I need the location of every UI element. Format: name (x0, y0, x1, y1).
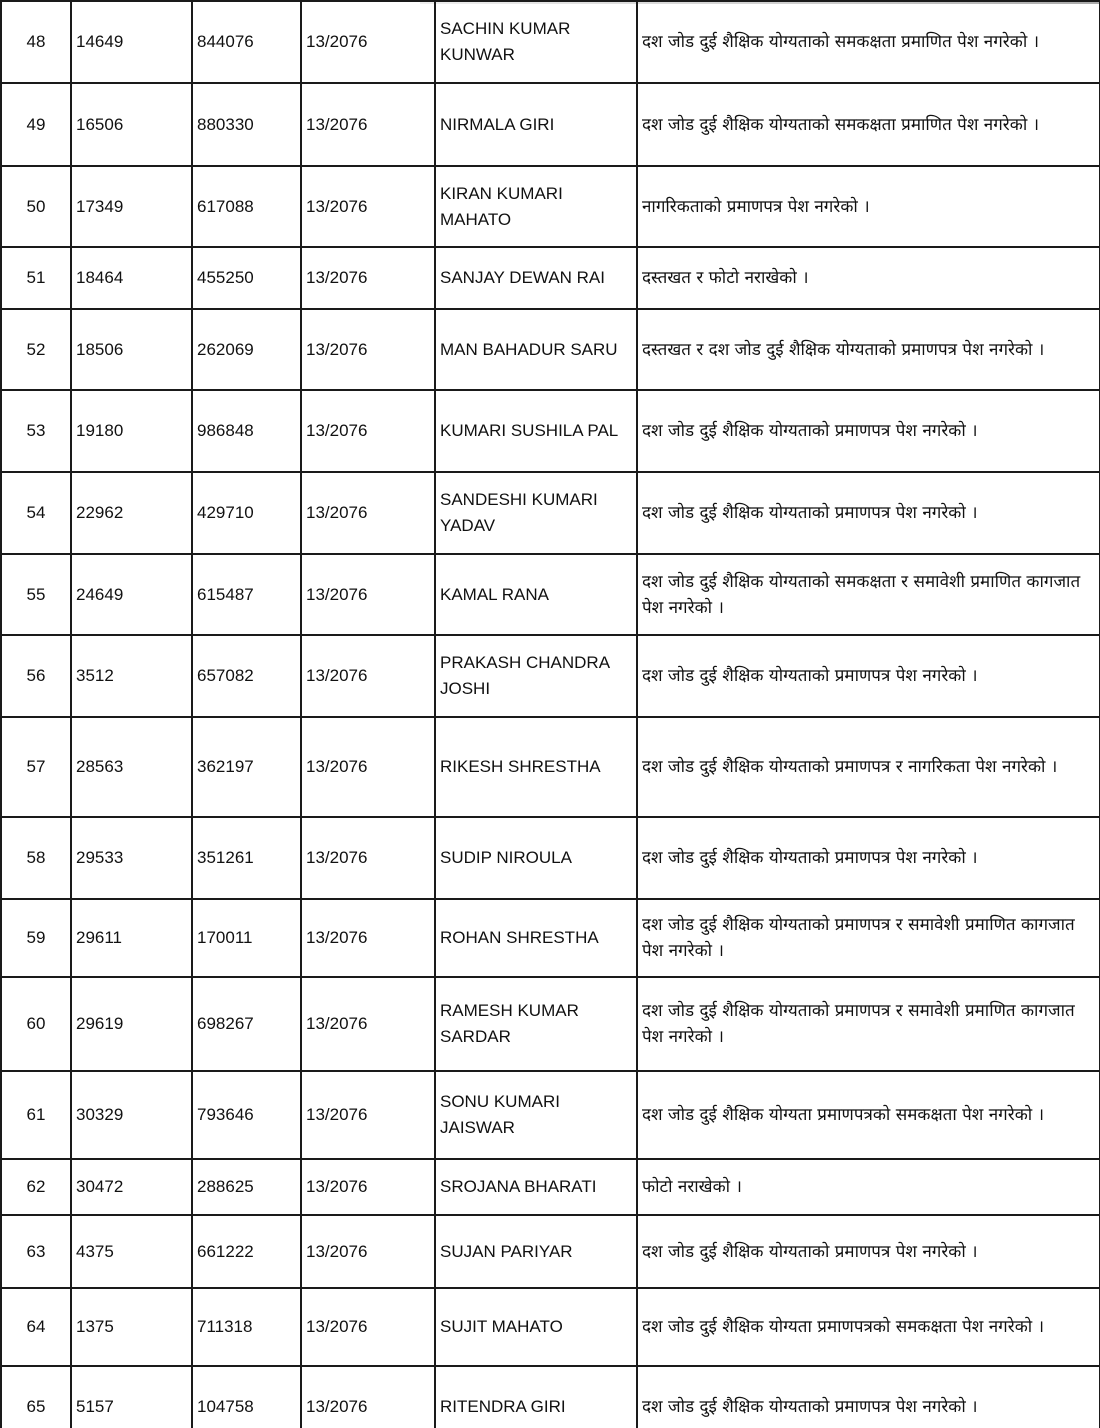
advertisement-number-cell: 13/2076 (301, 1366, 435, 1428)
roll-number-cell: 1375 (71, 1288, 192, 1366)
serial-number-cell: 58 (1, 817, 71, 899)
serial-number-cell: 52 (1, 309, 71, 390)
advertisement-number-cell: 13/2076 (301, 472, 435, 554)
remark-cell: दश जोड दुई शैक्षिक योग्यताको प्रमाणपत्र र समावेशी प्रमाणित कागजात पेश नगरेको । (637, 977, 1100, 1071)
serial-number-cell: 53 (1, 390, 71, 472)
registration-number-cell: 617088 (192, 166, 301, 247)
candidate-name-cell: SACHIN KUMAR KUNWAR (435, 1, 637, 83)
candidate-name-cell: RIKESH SHRESTHA (435, 717, 637, 817)
remark-cell: दश जोड दुई शैक्षिक योग्यताको प्रमाणपत्र पेश नगरेको । (637, 1366, 1100, 1428)
remark-cell: दश जोड दुई शैक्षिक योग्यताको प्रमाणपत्र र समावेशी प्रमाणित कागजात पेश नगरेको । (637, 899, 1100, 977)
serial-number-cell: 60 (1, 977, 71, 1071)
registration-number-cell: 711318 (192, 1288, 301, 1366)
table-row (1, 1215, 1100, 1288)
table-row (1, 309, 1100, 390)
roll-number-cell: 24649 (71, 554, 192, 635)
serial-number-cell: 63 (1, 1215, 71, 1288)
candidate-name-cell: SUDIP NIROULA (435, 817, 637, 899)
candidate-name-cell: RITENDRA GIRI (435, 1366, 637, 1428)
advertisement-number-cell: 13/2076 (301, 1159, 435, 1215)
roll-number-cell: 28563 (71, 717, 192, 817)
advertisement-number-cell: 13/2076 (301, 247, 435, 309)
roll-number-cell: 5157 (71, 1366, 192, 1428)
table-row (1, 977, 1100, 1071)
registration-number-cell: 986848 (192, 390, 301, 472)
serial-number-cell: 57 (1, 717, 71, 817)
table-row (1, 83, 1100, 166)
registration-number-cell: 880330 (192, 83, 301, 166)
remark-cell: दस्तखत र फोटो नराखेको । (637, 247, 1100, 309)
serial-number-cell: 55 (1, 554, 71, 635)
table-row (1, 1288, 1100, 1366)
roll-number-cell: 19180 (71, 390, 192, 472)
advertisement-number-cell: 13/2076 (301, 309, 435, 390)
candidate-name-cell: ROHAN SHRESTHA (435, 899, 637, 977)
candidate-name-cell: MAN BAHADUR SARU (435, 309, 637, 390)
advertisement-number-cell: 13/2076 (301, 717, 435, 817)
remark-cell: दश जोड दुई शैक्षिक योग्यता प्रमाणपत्रको समकक्षता पेश नगरेको । (637, 1288, 1100, 1366)
serial-number-cell: 50 (1, 166, 71, 247)
remark-cell: दश जोड दुई शैक्षिक योग्यताको प्रमाणपत्र पेश नगरेको । (637, 1215, 1100, 1288)
roll-number-cell: 29533 (71, 817, 192, 899)
roll-number-cell: 29619 (71, 977, 192, 1071)
registration-number-cell: 661222 (192, 1215, 301, 1288)
remark-cell: दस्तखत र दश जोड दुई शैक्षिक योग्यताको प्रमाणपत्र पेश नगरेको । (637, 309, 1100, 390)
table-row (1, 472, 1100, 554)
advertisement-number-cell: 13/2076 (301, 899, 435, 977)
serial-number-cell: 59 (1, 899, 71, 977)
roll-number-cell: 30329 (71, 1071, 192, 1159)
remark-cell: नागरिकताको प्रमाणपत्र पेश नगरेको । (637, 166, 1100, 247)
serial-number-cell: 49 (1, 83, 71, 166)
table-body (1, 1, 1100, 1428)
table-row (1, 390, 1100, 472)
roll-number-cell: 17349 (71, 166, 192, 247)
candidate-name-cell: SONU KUMARI JAISWAR (435, 1071, 637, 1159)
table-row (1, 1159, 1100, 1215)
advertisement-number-cell: 13/2076 (301, 635, 435, 717)
advertisement-number-cell: 13/2076 (301, 390, 435, 472)
roll-number-cell: 16506 (71, 83, 192, 166)
advertisement-number-cell: 13/2076 (301, 83, 435, 166)
serial-number-cell: 54 (1, 472, 71, 554)
roll-number-cell: 3512 (71, 635, 192, 717)
roll-number-cell: 14649 (71, 1, 192, 83)
roll-number-cell: 18506 (71, 309, 192, 390)
remark-cell: दश जोड दुई शैक्षिक योग्यताको समकक्षता प्रमाणित पेश नगरेको । (637, 83, 1100, 166)
advertisement-number-cell: 13/2076 (301, 1288, 435, 1366)
registration-number-cell: 455250 (192, 247, 301, 309)
roll-number-cell: 18464 (71, 247, 192, 309)
table-row (1, 717, 1100, 817)
advertisement-number-cell: 13/2076 (301, 1215, 435, 1288)
candidate-name-cell: KIRAN KUMARI MAHATO (435, 166, 637, 247)
registration-number-cell: 288625 (192, 1159, 301, 1215)
candidate-name-cell: NIRMALA GIRI (435, 83, 637, 166)
registration-number-cell: 429710 (192, 472, 301, 554)
table-row (1, 1366, 1100, 1428)
remark-cell: फोटो नराखेको । (637, 1159, 1100, 1215)
candidate-name-cell: SROJANA BHARATI (435, 1159, 637, 1215)
advertisement-number-cell: 13/2076 (301, 817, 435, 899)
advertisement-number-cell: 13/2076 (301, 1071, 435, 1159)
remark-cell: दश जोड दुई शैक्षिक योग्यताको समकक्षता प्रमाणित पेश नगरेको । (637, 1, 1100, 83)
table-row (1, 1071, 1100, 1159)
candidate-name-cell: SUJAN PARIYAR (435, 1215, 637, 1288)
roll-number-cell: 29611 (71, 899, 192, 977)
registration-number-cell: 615487 (192, 554, 301, 635)
roll-number-cell: 22962 (71, 472, 192, 554)
advertisement-number-cell: 13/2076 (301, 977, 435, 1071)
table-row (1, 817, 1100, 899)
serial-number-cell: 65 (1, 1366, 71, 1428)
serial-number-cell: 61 (1, 1071, 71, 1159)
candidate-name-cell: PRAKASH CHANDRA JOSHI (435, 635, 637, 717)
serial-number-cell: 51 (1, 247, 71, 309)
registration-number-cell: 657082 (192, 635, 301, 717)
registration-number-cell: 844076 (192, 1, 301, 83)
registration-number-cell: 362197 (192, 717, 301, 817)
registration-number-cell: 793646 (192, 1071, 301, 1159)
remark-cell: दश जोड दुई शैक्षिक योग्यताको प्रमाणपत्र पेश नगरेको । (637, 635, 1100, 717)
candidate-name-cell: SANJAY DEWAN RAI (435, 247, 637, 309)
candidate-name-cell: SANDESHI KUMARI YADAV (435, 472, 637, 554)
table-row (1, 554, 1100, 635)
registration-number-cell: 170011 (192, 899, 301, 977)
candidate-name-cell: RAMESH KUMAR SARDAR (435, 977, 637, 1071)
table-row (1, 166, 1100, 247)
remark-cell: दश जोड दुई शैक्षिक योग्यताको समकक्षता र समावेशी प्रमाणित कागजात पेश नगरेको । (637, 554, 1100, 635)
remark-cell: दश जोड दुई शैक्षिक योग्यताको प्रमाणपत्र पेश नगरेको । (637, 472, 1100, 554)
advertisement-number-cell: 13/2076 (301, 1, 435, 83)
candidate-name-cell: KAMAL RANA (435, 554, 637, 635)
remark-cell: दश जोड दुई शैक्षिक योग्यता प्रमाणपत्रको समकक्षता पेश नगरेको । (637, 1071, 1100, 1159)
serial-number-cell: 62 (1, 1159, 71, 1215)
serial-number-cell: 48 (1, 1, 71, 83)
serial-number-cell: 56 (1, 635, 71, 717)
table-row (1, 899, 1100, 977)
roll-number-cell: 4375 (71, 1215, 192, 1288)
remark-cell: दश जोड दुई शैक्षिक योग्यताको प्रमाणपत्र पेश नगरेको । (637, 817, 1100, 899)
candidate-name-cell: SUJIT MAHATO (435, 1288, 637, 1366)
serial-number-cell: 64 (1, 1288, 71, 1366)
advertisement-number-cell: 13/2076 (301, 554, 435, 635)
registration-number-cell: 698267 (192, 977, 301, 1071)
candidate-name-cell: KUMARI SUSHILA PAL (435, 390, 637, 472)
registration-number-cell: 351261 (192, 817, 301, 899)
table-row (1, 1, 1100, 83)
table-row (1, 635, 1100, 717)
remark-cell: दश जोड दुई शैक्षिक योग्यताको प्रमाणपत्र पेश नगरेको । (637, 390, 1100, 472)
registration-number-cell: 104758 (192, 1366, 301, 1428)
advertisement-number-cell: 13/2076 (301, 166, 435, 247)
table-row (1, 247, 1100, 309)
remark-cell: दश जोड दुई शैक्षिक योग्यताको प्रमाणपत्र र नागरिकता पेश नगरेको । (637, 717, 1100, 817)
registration-number-cell: 262069 (192, 309, 301, 390)
roll-number-cell: 30472 (71, 1159, 192, 1215)
